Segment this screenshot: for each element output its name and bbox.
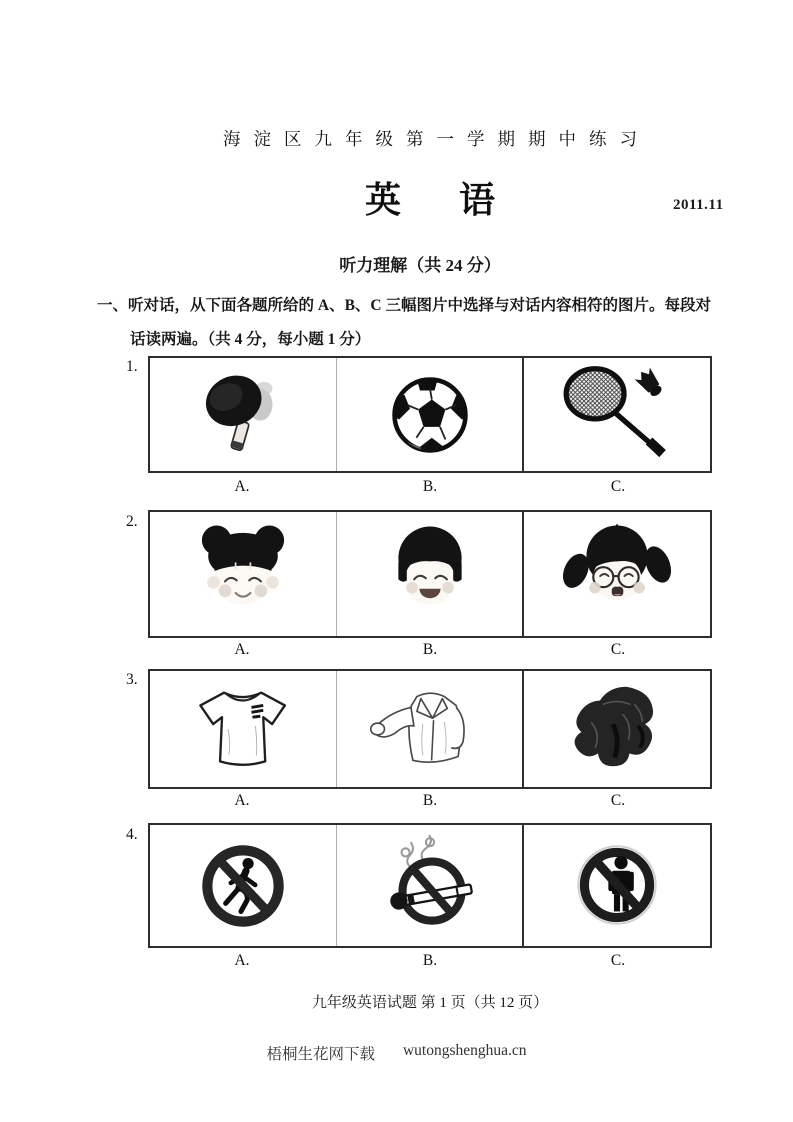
option-label: B. [422, 792, 438, 809]
no-entry-person-sign-image [561, 830, 673, 942]
option-label: C. [610, 952, 626, 969]
question-1-table [148, 356, 712, 473]
question-4-number: 4. [126, 826, 138, 843]
watermark [0, 1042, 793, 1064]
question-2-option-c-cell [522, 512, 710, 636]
girl-with-glasses-image [559, 516, 675, 632]
option-label: C. [610, 641, 626, 658]
exam-title: 海淀区九年级第一学期期中练习 [223, 129, 650, 149]
section-heading: 听力理解（共 24 分） [339, 256, 501, 275]
option-label: C. [610, 792, 626, 809]
question-1-option-c-cell [522, 358, 710, 471]
jacket-image [356, 675, 503, 783]
option-label: B. [422, 952, 438, 969]
download-site-name: 梧桐生花网下载 [266, 1046, 375, 1063]
boy-with-short-hair-image [372, 516, 488, 632]
girl-with-hair-buns-image [185, 516, 301, 632]
option-label: A. [234, 478, 250, 495]
question-1-option-a-cell [150, 358, 336, 471]
badminton-racket-image [545, 362, 690, 468]
option-label: A. [234, 641, 250, 658]
question-2-number: 2. [126, 513, 138, 530]
question-1-number: 1. [126, 358, 138, 375]
question-4-labels [148, 952, 712, 970]
question-4-option-a-cell [150, 825, 336, 946]
no-running-sign-image [187, 830, 299, 942]
option-label: A. [234, 792, 250, 809]
question-4-table [148, 823, 712, 948]
question-2-labels [148, 641, 712, 659]
question-4-option-b-cell [336, 825, 523, 946]
question-2-option-a-cell [150, 512, 336, 636]
question-2-table [148, 510, 712, 638]
exam-date: 2011.11 [673, 197, 724, 213]
subject-char-second: 语 [459, 180, 496, 220]
soccer-ball-image [380, 365, 480, 465]
option-label: B. [422, 478, 438, 495]
question-2-option-b-cell [336, 512, 523, 636]
t-shirt-image [169, 675, 316, 783]
instruction-line-2: 话读两遍。（共 4 分，每小题 1 分） [130, 331, 371, 348]
question-1-labels [148, 478, 712, 496]
option-label: C. [610, 478, 626, 495]
question-3-number: 3. [126, 671, 138, 688]
shuttlecock-image [633, 365, 666, 399]
question-1-option-b-cell [336, 358, 523, 471]
page-footer: 九年级英语试题 第 1 页（共 12 页） [311, 995, 549, 1011]
download-site-url: wutongshenghua.cn [402, 1042, 527, 1059]
question-3-labels [148, 792, 712, 810]
no-smoking-sign-image [374, 830, 486, 942]
table-tennis-paddle-image [177, 363, 309, 467]
question-3-option-c-cell [522, 671, 710, 787]
question-3-option-a-cell [150, 671, 336, 787]
question-3-table [148, 669, 712, 789]
question-4-option-c-cell [522, 825, 710, 946]
question-3-option-b-cell [336, 671, 523, 787]
option-label: B. [422, 641, 438, 658]
option-label: A. [234, 952, 250, 969]
subject-char-first: 英 [364, 180, 401, 220]
instruction-line-1: 一、听对话，从下面各题所给的 A、B、C 三幅图片中选择与对话内容相符的图片。每段对 [97, 297, 711, 314]
dark-trousers-image [544, 675, 691, 783]
